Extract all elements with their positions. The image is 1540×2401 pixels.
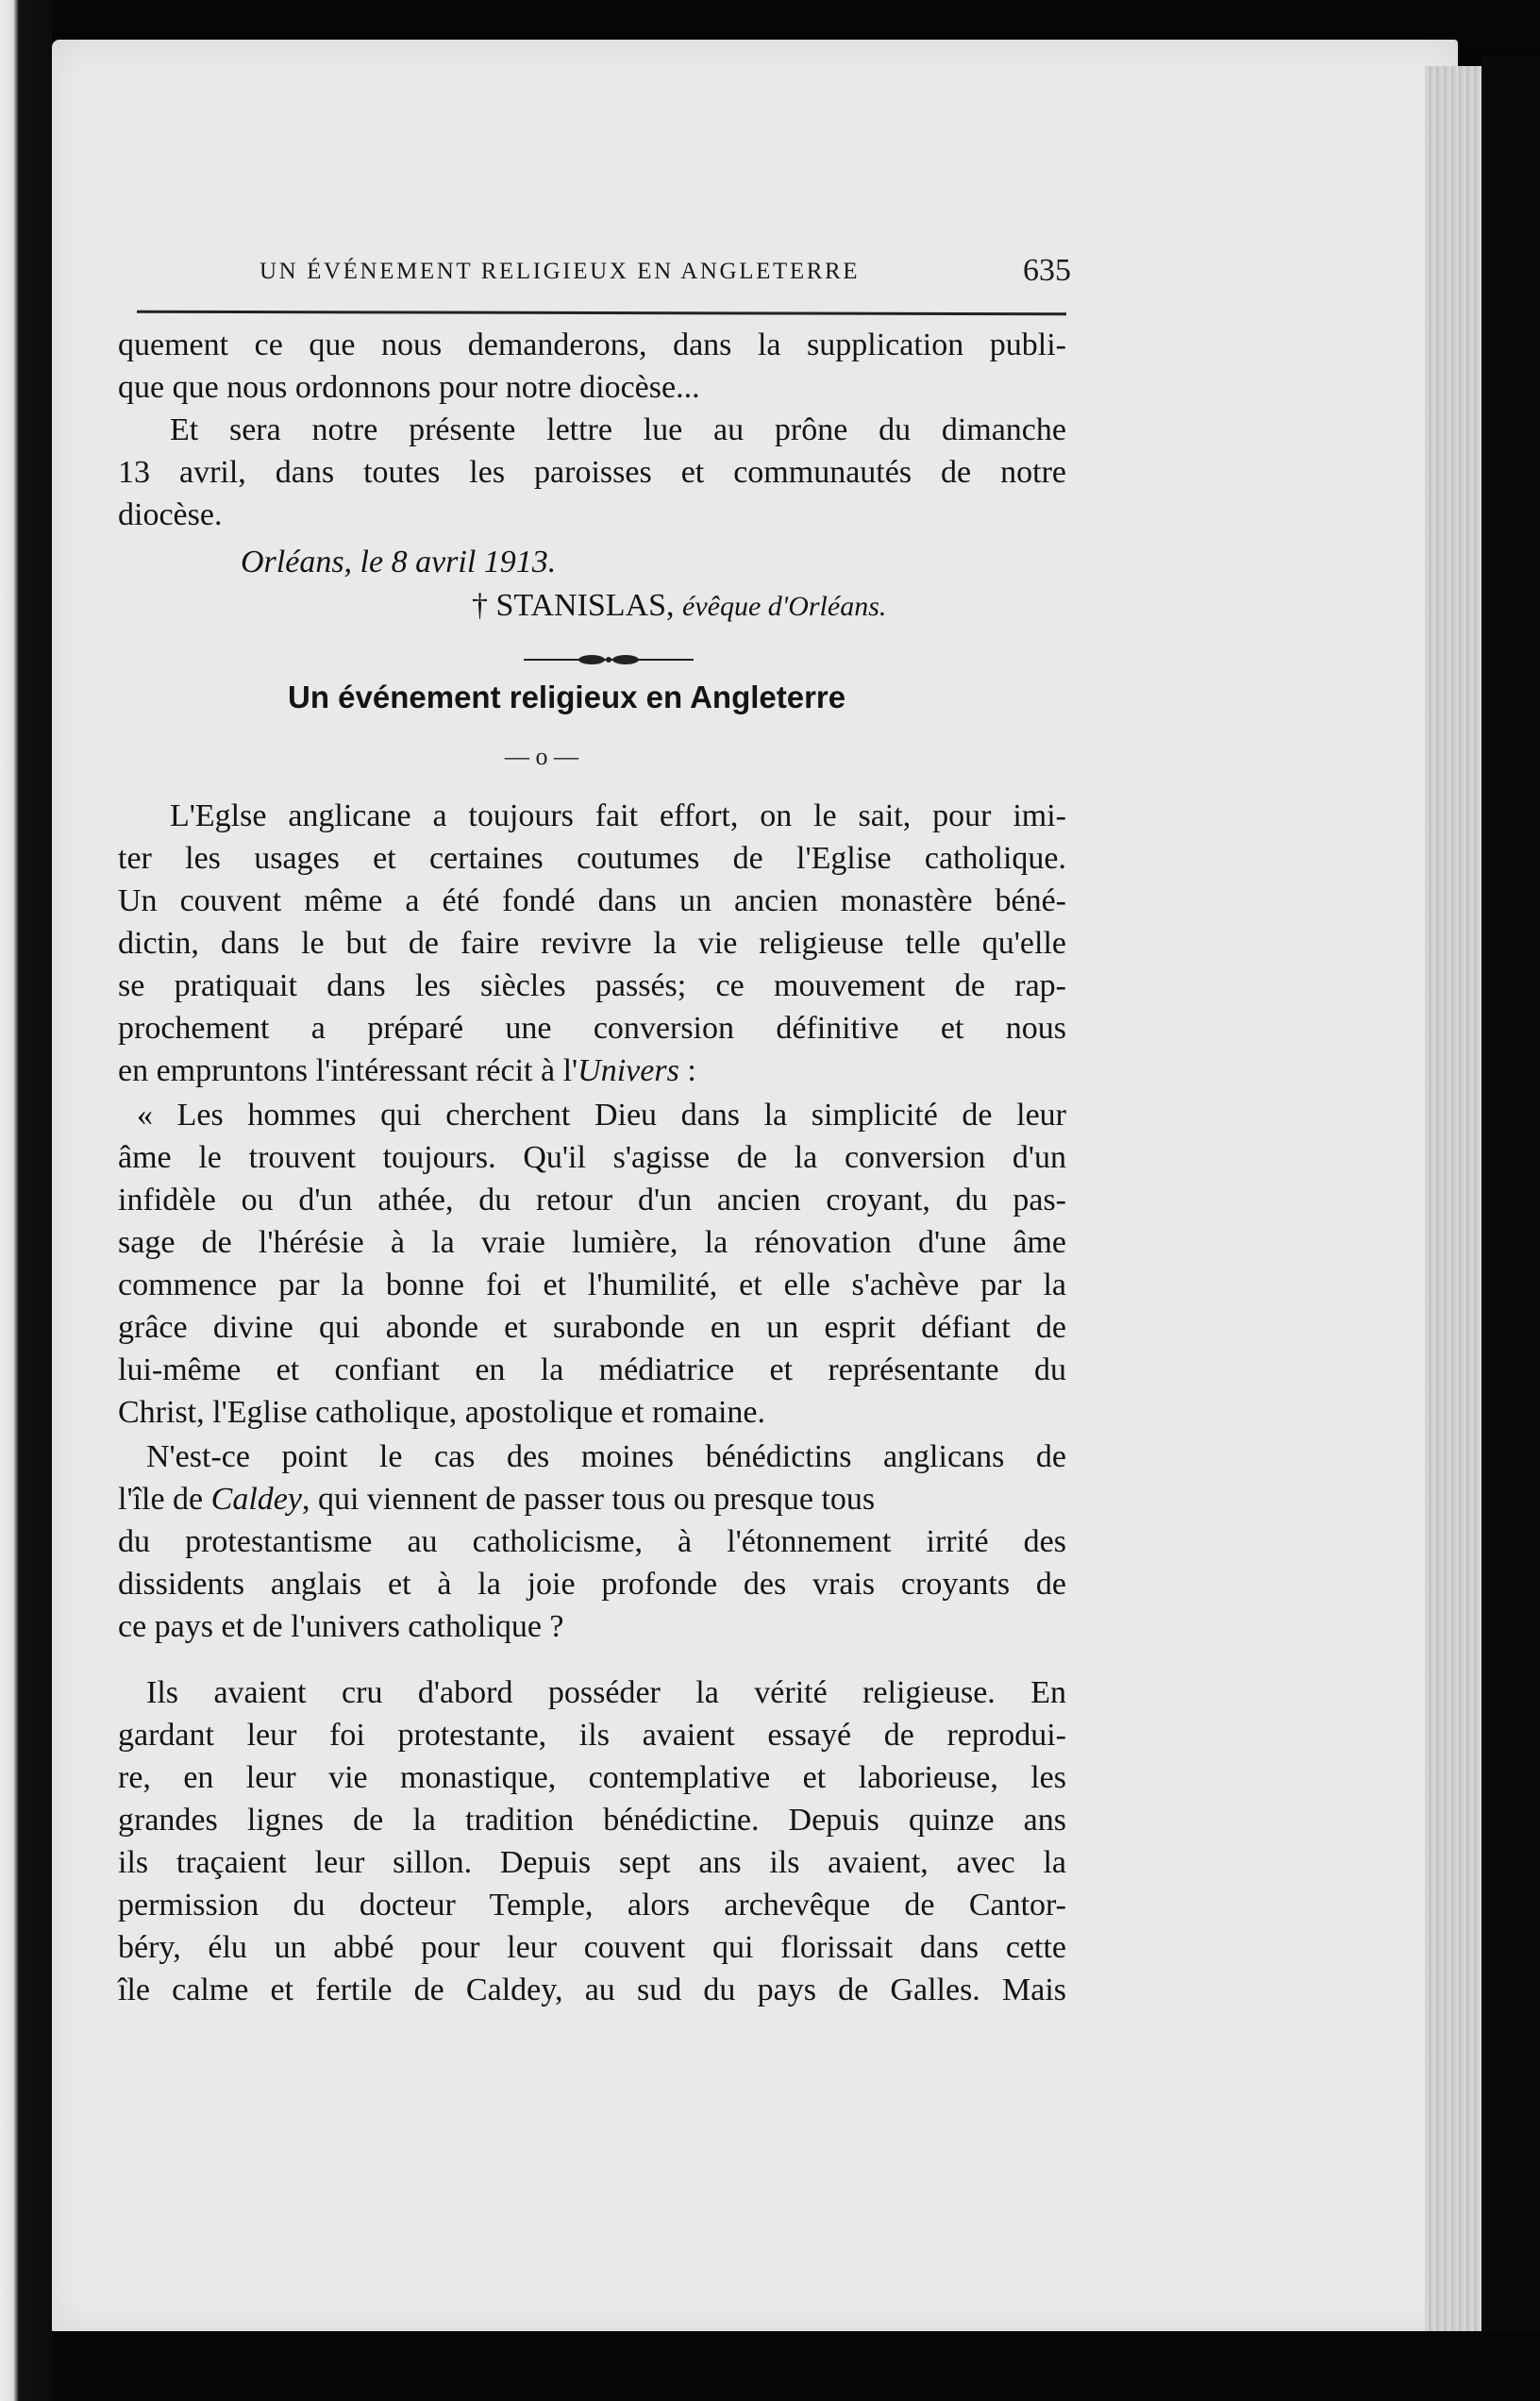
body-line: L'Eglse anglicane a toujours fait effort, on le sait, pour imi- [170,798,1066,833]
body-line: béry, élu un abbé pour leur couvent qui florissait dans cette [118,1930,1066,1965]
title-separator: — o — [505,743,578,770]
signature [472,585,886,628]
quote-line: grâce divine qui abonde et surabonde en un esprit défiant de [118,1310,1066,1345]
univers-title: Univers [578,1053,679,1088]
body-line: N'est-ce point le cas des moines bénédictins anglicans de [146,1439,1066,1474]
body-text: en empruntons l'intéressant récit à l' [118,1053,578,1088]
body-line: grandes lignes de la tradition bénédictine. Depuis quinze ans [118,1803,1066,1838]
running-header [137,253,1071,298]
body-line [118,1479,1066,1520]
letter-line: diocèse. [118,497,223,532]
facing-page-edge [0,0,52,2401]
bottom-border [52,2331,1540,2401]
letter-line: quement ce que nous demanderons, dans la supplication publi- [118,327,1066,362]
body-text: , qui viennent de passer tous ou presque tous [301,1482,876,1517]
signature-name: † STANISLAS, [472,588,675,623]
quote-line: Christ, l'Eglise catholique, apostolique et romaine. [118,1395,765,1430]
body-line: ter les usages et certaines coutumes de l'Eglise catholique. [118,841,1066,876]
letter-line: Et sera notre présente lettre lue au prône du dimanche [170,412,1066,447]
quote-line: âme le trouvent toujours. Qu'il s'agisse de la conversion d'un [118,1140,1066,1175]
page-stack-edge [1425,66,1481,2331]
body-text: : [678,1053,696,1088]
quote-line: commence par la bonne foi et l'humilité, et elle s'achève par la [118,1268,1066,1302]
dateline: Orléans, le 8 avril 1913. [241,545,557,579]
letter-line: que que nous ordonnons pour notre diocèse... [118,370,700,405]
quote-line: « Les hommes qui cherchent Dieu dans la simplicité de leur [137,1098,1066,1133]
page-number: 635 [1023,253,1071,288]
body-line [118,1050,696,1092]
body-line: du protestantisme au catholicisme, à l'étonnement irrité des [118,1524,1066,1559]
body-line: ce pays et de l'univers catholique ? [118,1609,564,1644]
signature-title: évêque d'Orléans. [682,591,887,622]
body-line: prochement a préparé une conversion définitive et nous [118,1011,1066,1046]
section-title: Un événement religieux en Angleterre [288,680,846,714]
quote-line: infidèle ou d'un athée, du retour d'un ancien croyant, du pas- [118,1183,1066,1217]
body-text: l'île de [118,1482,211,1517]
body-line: permission du docteur Temple, alors archevêque de Cantor- [118,1888,1066,1922]
body-line: gardant leur foi protestante, ils avaient essayé de reprodui- [118,1718,1066,1753]
body-line: re, en leur vie monastique, contemplative et laborieuse, les [118,1760,1066,1795]
quote-line: sage de l'hérésie à la vraie lumière, la rénovation d'une âme [118,1225,1066,1260]
body-line: dictin, dans le but de faire revivre la vie religieuse telle qu'elle [118,926,1066,961]
letter-line: 13 avril, dans toutes les paroisses et communautés de notre [118,455,1066,490]
ornament-rule [524,654,694,665]
body-line: ils traçaient leur sillon. Depuis sept ans ils avaient, avec la [118,1845,1066,1880]
caldey-name: Caldey [210,1482,302,1517]
quote-line: lui-même et confiant en la médiatrice et représentante du [118,1352,1066,1387]
body-line: dissidents anglais et à la joie profonde des vrais croyants de [118,1567,1066,1602]
body-line: île calme et fertile de Caldey, au sud du pays de Galles. Mais [118,1973,1066,2007]
body-line: Un couvent même a été fondé dans un ancien monastère béné- [118,883,1066,918]
running-title: UN ÉVÉNEMENT RELIGIEUX EN ANGLETERRE [259,259,861,284]
right-border [1481,57,1540,2369]
body-line: se pratiquait dans les siècles passés; ce mouvement de rap- [118,968,1066,1003]
body-line: Ils avaient cru d'abord posséder la vérité religieuse. En [146,1675,1066,1710]
